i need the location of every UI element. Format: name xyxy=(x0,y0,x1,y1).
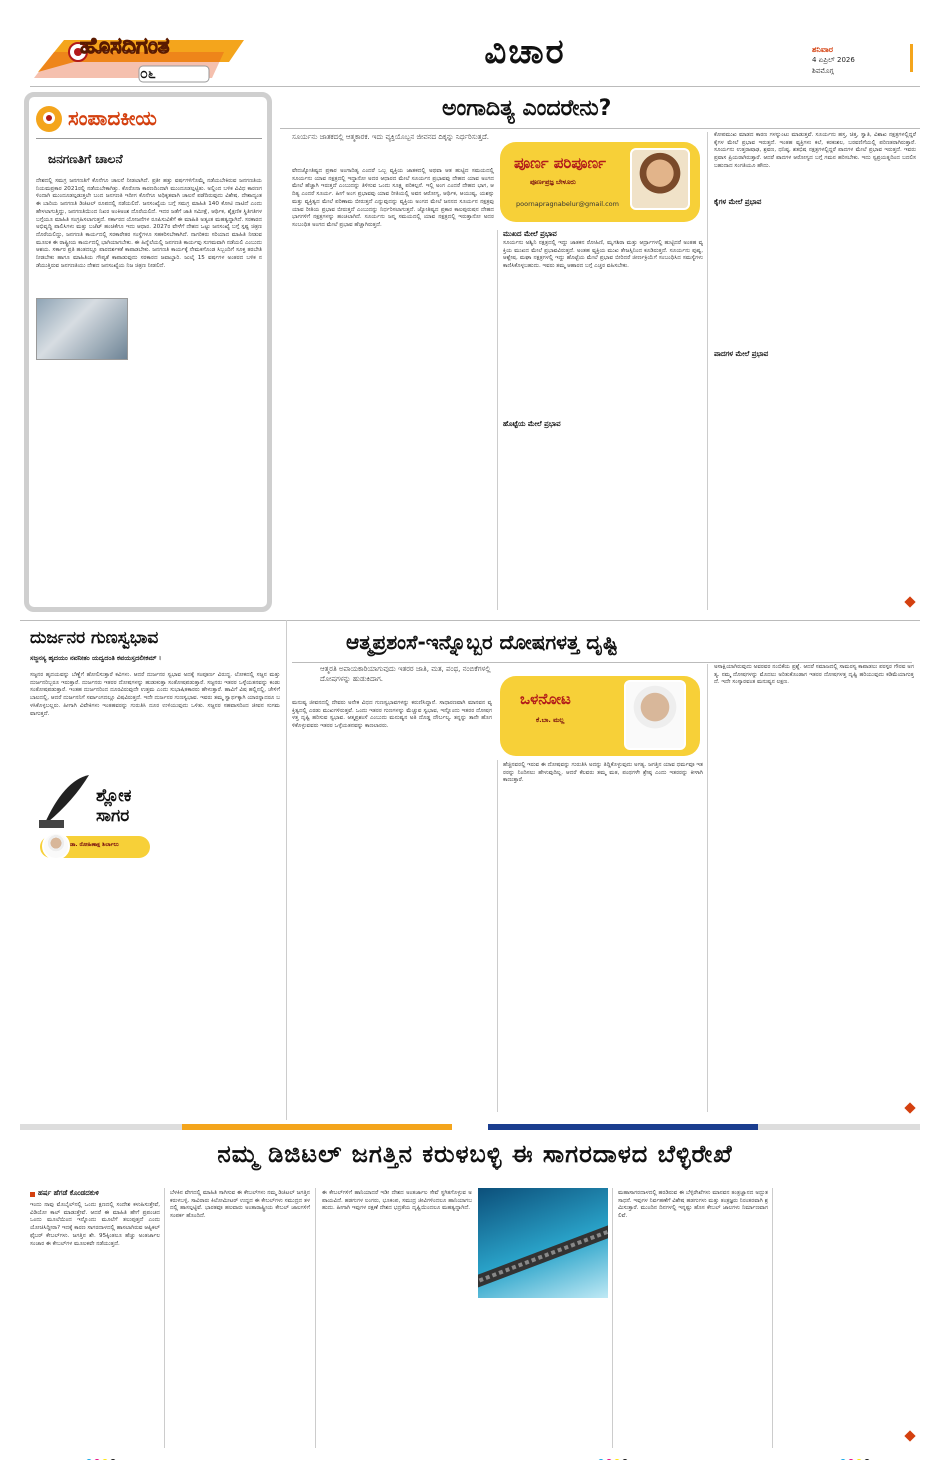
article1-author-photo xyxy=(630,148,690,210)
article2-author: ಡಾ. ರೋಹಿಣಾಕ್ಷ ಶಿರ್ಲಾಲು xyxy=(70,842,119,848)
article1-subhead-stomach: ಹೊಟ್ಟೆಯ ಮೇಲೆ ಪ್ರಭಾವ xyxy=(503,420,561,428)
article1-email: poornapragnabelur@gmail.com xyxy=(516,200,619,208)
article4-body4: ಮಹಾಸಾಗರದಾಳದಲ್ಲಿ ಹರಡಿರುವ ಈ ಬೆಳ್ಳಿರೇಖೆಗಳು ಮಾನವನ ತಂತ್ರಜ್ಞಾನದ ಅದ್ಭುತ ಸಾಧನೆ. ಇವುಗಳ ನಿರ್ವಹಣೆಗೆ ವಿಶೇಷ ಹಡಗುಗಳು ಮತ್ತು ತಂತ್ರಜ್ಞರು ನಿರಂತರವಾಗಿ ಶ್ರಮಿಸುತ್ತಾರೆ. ಮುಂದಿನ ದಿನಗಳಲ್ಲಿ ಇನ್ನಷ್ಟು ಹೊಸ ಕೇಬಲ್ ಜಾಲಗಳು ನಿರ್ಮಾಣವಾಗಲಿವೆ. xyxy=(618,1190,768,1220)
article4-body2: ಬೆಳಕಿನ ವೇಗದಲ್ಲಿ ಮಾಹಿತಿ ಸಾಗಿಸುವ ಈ ಕೇಬಲ್‌ಗಳು ನಮ್ಮ ಡಿಜಿಟಲ್ ಜಗತ್ತಿನ ಕರುಳಬಳ್ಳಿ. ಸಾವಿರಾರು ಕಿಲೋಮೀಟರ್ ಉದ್ದದ ಈ ಕೇಬಲ್‌ಗಳು ಸಮುದ್ರದ ತಳದಲ್ಲಿ ಹಾಸಲ್ಪಟ್ಟಿವೆ. ಭಾರತವೂ ಹಲವಾರು ಅಂತಾರಾಷ್ಟ್ರೀಯ ಕೇಬಲ್ ಜಾಲಗಳಿಗೆ ಸಂಪರ್ಕ ಹೊಂದಿದೆ. xyxy=(170,1190,310,1220)
article1-column-name: ಪೂರ್ಣ ಪರಿಪೂರ್ಣ xyxy=(514,154,606,172)
registration-marks-right xyxy=(840,1450,872,1460)
article1-col-rule-2 xyxy=(707,132,708,610)
article4-cable-photo xyxy=(478,1188,608,1298)
article1-headline: ಅಂಗಾದಿತ್ಯ ಎಂದರೇನು? xyxy=(442,96,612,121)
section-color-bar xyxy=(20,1124,920,1130)
editorial-headline: ಜನಗಣತಿಗೆ ಚಾಲನೆ xyxy=(48,152,123,166)
article3-body3: ಅಸಾಕ್ಷಿಯಾಗಿರುವುದು ಅವರವರ ನಂಬಿಕೆಯ ಪ್ರಶ್ನೆ. ಆದರೆ ಸಮಾಜದಲ್ಲಿ ಸಾಮರಸ್ಯ ಕಾಪಾಡಲು ಪರಸ್ಪರ ಗೌರವ ಅಗತ್ಯ. ನಮ್ಮ ದೋಷಗಳನ್ನು ಮೊದಲು ಅರಿತುಕೊಂಡಾಗ ಇತರರ ದೋಷಗಳತ್ತ ದೃಷ್ಟಿ ಹರಿಯುವುದು ಕಡಿಮೆಯಾಗುತ್ತದೆ. ಇದೇ ಸಂಸ್ಕಾರವಂತ ಮನುಷ್ಯನ ಲಕ್ಷಣ. xyxy=(714,664,914,686)
lower-section-rule xyxy=(20,620,920,621)
article1-standfirst: ಸೂರ್ಯನು ಜಾತಕದಲ್ಲಿ ಆತ್ಮಕಾರಕ. ಇದು ವ್ಯಕ್ತಿಯೊಬ್ಬನ ಜೀವನದ ದಿಕ್ಕನ್ನು ನಿರ್ಧರಿಸುತ್ತದೆ. xyxy=(292,133,490,141)
article2-headline: ದುರ್ಜನರ ಗುಣಸ್ವಭಾವ xyxy=(30,628,159,648)
article4-body5 xyxy=(778,1190,914,1440)
article1-subhead-feet: ಪಾದಗಳ ಮೇಲೆ ಪ್ರಭಾವ xyxy=(714,350,769,358)
editorial-label-rule xyxy=(36,138,262,139)
article3-body1: ಮನುಷ್ಯ ಜೀವನದಲ್ಲಿ ದೇವರು ಅನೇಕ ವಿಧದ ಗುಣಸ್ವಭಾವಗಳನ್ನು ಕರುಣಿಸಿದ್ದಾನೆ. ಸಾಧಾರಣವಾಗಿ ಮಾನವನ ವ್ಯಕ್ತಿತ್ವದಲ್ಲಿ ಎರಡು ಮುಖಗಳಿರುತ್ತವೆ. ಒಂದು ಇತರರ ಗುಣಗಳನ್ನು ಮೆಚ್ಚುವ ಸ್ವಭಾವ, ಇನ್ನೊಂದು ಇತರರ ದೋಷಗಳತ್ತ ದೃಷ್ಟಿ ಹರಿಸುವ ಸ್ವಭಾವ. ಆತ್ಮಪ್ರಶಂಸೆ ಎಂಬುದು ಮನುಷ್ಯನ ಅತಿ ದೊಡ್ಡ ದೌರ್ಬಲ್ಯ. ತನ್ನನ್ನು ತಾನೇ ಹೊಗಳಿಕೊಳ್ಳುವವರು ಇತರರ ಒಳ್ಳೆಯತನವನ್ನು ಕಾಣಲಾರರು. xyxy=(292,700,492,730)
article4-body3: ಈ ಕೇಬಲ್‌ಗಳಿಗೆ ಹಾನಿಯಾದರೆ ಇಡೀ ದೇಶದ ಅಂತರ್ಜಾಲ ಸೇವೆ ಸ್ಥಗಿತಗೊಳ್ಳುವ ಅಪಾಯವಿದೆ. ಹಡಗುಗಳ ಲಂಗರು, ಭೂಕಂಪ, ಸಮುದ್ರ ಜೀವಿಗಳಿಂದಲೂ ಹಾನಿಯಾಗಬಹುದು. ಹೀಗಾಗಿ ಇವುಗಳ ರಕ್ಷಣೆ ದೇಶದ ಭದ್ರತೆಯ ದೃಷ್ಟಿಯಿಂದಲೂ ಮಹತ್ವದ್ದಾಗಿದೆ. xyxy=(322,1190,472,1212)
article1-body3: ಕೋಪಮುಖ ಮಾಡದ ಕಾರಣ ಗಳನ್ನುಂಟು ಮಾಡುತ್ತವೆ. ಸೂರ್ಯನು ಹಸ್ತ, ಚಿತ್ತ, ಸ್ವಾತಿ, ವಿಶಾಖ ನಕ್ಷತ್ರಗಳಲ್ಲಿದ್ದರೆ ಕೈಗಳ ಮೇಲೆ ಪ್ರಭಾವ ಇರುತ್ತದೆ. ಇಂತಹ ವ್ಯಕ್ತಿಗಳು ಕಲೆ, ಕರಕುಶಲ, ಬರವಣಿಗೆಯಲ್ಲಿ ಪರಿಣತರಾಗಿರುತ್ತಾರೆ. ಸೂರ್ಯನು ಉತ್ತರಾಷಾಢ, ಶ್ರವಣ, ಧನಿಷ್ಠ, ಶತಭಿಷ ನಕ್ಷತ್ರಗಳಲ್ಲಿದ್ದರೆ ಪಾದಗಳ ಮೇಲೆ ಪ್ರಭಾವ ಇರುತ್ತದೆ. ಇವರು ಪ್ರವಾಸ ಪ್ರಿಯರಾಗಿರುತ್ತಾರೆ. ಆದರೆ ಪಾದಗಳ ಆರೋಗ್ಯದ ಬಗ್ಗೆ ಗಮನ ಹರಿಸಬೇಕು. ಇದು ಸ್ವಪ್ರಯತ್ನದಿಂದ ಬದಲಿಸಬಹುದಾದ ಸಂಗತಿಯೂ ಹೌದು. xyxy=(714,132,916,169)
article3-column-name: ಒಳನೋಟ xyxy=(520,690,571,708)
article3-head-rule xyxy=(292,662,912,663)
article1-col-rule-1 xyxy=(497,230,498,610)
article4-col-rule-4 xyxy=(772,1188,773,1448)
article4-author: ಹರ್ಷ ಹೆಗಡೆ ಕೊಂಡದಕುಳಿ xyxy=(38,1189,99,1197)
article4-col-rule-1 xyxy=(164,1188,165,1448)
masthead-accent-bar xyxy=(910,44,913,72)
article1-author: ಪೂರ್ಣಪ್ರಜ್ಞ ಬೇಳೂರು xyxy=(530,178,576,186)
article3-standfirst: ಆತ್ಮರತಿ ಅಪಾಯಕಾರಿಯಾಗುವುದು ಇತರರ ಜಾತಿ, ಮತ, ಪಂಥ, ನಂಬಿಕೆಗಳಲ್ಲಿ ದೋಷಗಳನ್ನು ಹುಡುಕಿದಾಗ. xyxy=(320,665,491,683)
editorial-label: ಸಂಪಾದಕೀಯ xyxy=(68,106,157,130)
article4-headline: ನಮ್ಮ ಡಿಜಿಟಲ್ ಜಗತ್ತಿನ ಕರುಳಬಳ್ಳಿ ಈ ಸಾಗರದಾಳದ ಬೆಳ್ಳಿರೇಖೆ xyxy=(217,1140,733,1168)
article4-author-marker xyxy=(30,1192,35,1197)
article3-author-photo xyxy=(624,680,686,750)
article4-col-rule-2 xyxy=(315,1188,316,1448)
registration-marks-left xyxy=(86,1450,118,1460)
day-label: ಶನಿವಾರ xyxy=(812,45,834,54)
article2-col-rule xyxy=(286,620,287,1120)
masthead-divider xyxy=(30,86,920,87)
article3-body2: ಹೆಚ್ಚಿನವರಲ್ಲಿ ಇರುವ ಈ ದೋಷವನ್ನು ಗುರುತಿಸಿ ಅದನ್ನು ತಿದ್ದಿಕೊಳ್ಳುವುದು ಅಗತ್ಯ. ಜಗತ್ತಿನ ಯಾವ ಧರ್ಮವೂ ಇತರರನ್ನು ನಿಂದಿಸಲು ಹೇಳುವುದಿಲ್ಲ. ಆದರೆ ಕೆಲವರು ತಮ್ಮ ಮತ, ಪಂಥಗಳೇ ಶ್ರೇಷ್ಠ ಎಂದು ಇತರರನ್ನು ಕೀಳಾಗಿ ಕಾಣುತ್ತಾರೆ. xyxy=(503,762,703,784)
article2-author-photo xyxy=(42,832,70,860)
article4-body3-cont xyxy=(478,1302,608,1448)
date-label: 4 ಏಪ್ರಿಲ್ 2026 xyxy=(812,56,855,64)
article1-subhead-hands: ಕೈಗಳ ಮೇಲೆ ಪ್ರಭಾವ xyxy=(714,198,762,206)
article2-quote: ಸಜ್ಜನಸ್ಯ ಹೃದಯಂ ನವನೀತಂ ಯದ್ವದಂತಿ ಕವಯಸ್ತದಲೀಕಮ್ । xyxy=(30,654,162,662)
article3-headline: ಆತ್ಮಪ್ರಶಂಸೆ-ಇನ್ನೊಬ್ಬರ ದೋಷಗಳತ್ತ ದೃಷ್ಟಿ xyxy=(346,630,618,654)
article2-column-name: ಶ್ಲೋಕ ಸಾಗರ xyxy=(96,786,132,826)
page-number: ೦೬ xyxy=(140,66,156,82)
logo-text: ಹೊಸದಿಗಂತ xyxy=(80,34,170,59)
article2-body: ಸಜ್ಜನರ ಹೃದಯವನ್ನು ಬೆಣ್ಣೆಗೆ ಹೋಲಿಸುತ್ತಾರೆ ಕವಿಗಳು. ಆದರೆ ದುರ್ಜನರ ಸ್ವಭಾವ ಅದಕ್ಕೆ ಸಂಪೂರ್ಣ ವಿರುದ್ಧ. ಲೋಕದಲ್ಲಿ ಸಜ್ಜನ ಮತ್ತು ದುರ್ಜನರಿಬ್ಬರೂ ಇರುತ್ತಾರೆ. ದುರ್ಜನರು ಇತರರ ದೋಷಗಳನ್ನು ಹುಡುಕುತ್ತಾ ಸಂತೋಷಪಡುತ್ತಾರೆ. ಸಜ್ಜನರು ಇತರರ ಒಳ್ಳೆಯತನವನ್ನು ಕಂಡು ಸಂತೋಷಪಡುತ್ತಾರೆ. ಇಂತಹ ದುರ್ಜನರಿಂದ ದೂರವಿರುವುದೇ ಉತ್ತಮ ಎಂದು ಸುಭಾಷಿತಕಾರರು ಹೇಳುತ್ತಾರೆ. ಹಾವಿಗೆ ವಿಷ ಹಲ್ಲಿನಲ್ಲಿ, ಚೇಳಿಗೆ ಬಾಲದಲ್ಲಿ, ಆದರೆ ದುರ್ಜನನಿಗೆ ಸರ್ವಾಂಗದಲ್ಲೂ ವಿಷವಿರುತ್ತದೆ. ಇದೇ ದುರ್ಜನರ ಗುಣಸ್ವಭಾವ. ಇವರು ತಮ್ಮ ಸ್ವಾರ್ಥಕ್ಕಾಗಿ ಯಾರನ್ನಾದರೂ ಬಳಸಿಕೊಳ್ಳಬಲ್ಲರು. ಹೀಗಾಗಿ ವಿವೇಕಿಗಳು ಇಂತಹವರನ್ನು ಗುರುತಿಸಿ ದೂರ ಉಳಿಯುವುದು ಒಳಿತು. ಸಜ್ಜನರ ಸಹವಾಸದಿಂದ ಜೀವನ ಸುಗಮವಾಗುತ್ತದೆ. xyxy=(30,672,280,717)
section-title: ವಿಚಾರ xyxy=(484,32,566,72)
article4-body1: ಇಂದು ನಾವು ಮೊಬೈಲ್‌ನಲ್ಲಿ ಒಂದು ಕ್ಷಣದಲ್ಲಿ ಸಂದೇಶ ಕಳುಹಿಸುತ್ತೇವೆ, ವಿಡಿಯೋ ಕಾಲ್ ಮಾಡುತ್ತೇವೆ. ಆದರೆ ಈ ಮಾಹಿತಿ ಹೇಗೆ ಪ್ರಪಂಚದ ಒಂದು ಮೂಲೆಯಿಂದ ಇನ್ನೊಂದು ಮೂಲೆಗೆ ತಲುಪುತ್ತದೆ ಎಂದು ಯೋಚಿಸಿದ್ದೀರಾ? ಇದಕ್ಕೆ ಕಾರಣ ಸಾಗರದಾಳದಲ್ಲಿ ಹಾಸಲಾಗಿರುವ ಆಪ್ಟಿಕಲ್ ಫೈಬರ್ ಕೇಬಲ್‌ಗಳು. ಜಗತ್ತಿನ ಶೇ. 95ಕ್ಕಿಂತಲೂ ಹೆಚ್ಚು ಅಂತರ್ಜಾಲ ಸಂಚಾರ ಈ ಕೇಬಲ್‌ಗಳ ಮೂಲಕವೇ ನಡೆಯುತ್ತದೆ. xyxy=(30,1202,160,1247)
masthead-date-block xyxy=(812,44,855,77)
undersea-cable-icon xyxy=(478,1188,608,1298)
article1-subhead-face: ಮುಖದ ಮೇಲೆ ಪ್ರಭಾವ xyxy=(503,230,557,238)
article1-body1: ವೇದಜ್ಯೋತಿಷ್ಯದ ಪ್ರಕಾರ ಅಂಗಾದಿತ್ಯ ಎಂದರೆ ಒಬ್ಬ ವ್ಯಕ್ತಿಯ ಜಾತಕದಲ್ಲಿ ಅಥವಾ ಆತ ಹುಟ್ಟಿದ ಸಮಯದಲ್ಲಿ ಸೂರ್ಯನು ಯಾವ ನಕ್ಷತ್ರದಲ್ಲಿ ಇದ್ದಾನೋ ಅದರ ಆಧಾರದ ಮೇಲೆ ಸೂರ್ಯನ ಪ್ರಭಾವವು ದೇಹದ ಯಾವ ಅಂಗದ ಮೇಲೆ ಹೆಚ್ಚಾಗಿ ಇರುತ್ತದೆ ಎಂಬುದನ್ನು ತಿಳಿಸುವ ಒಂದು ಸೂಕ್ಷ್ಮ ಪರಿಕಲ್ಪನೆ. ಇಲ್ಲಿ ಅಂಗ ಎಂದರೆ ದೇಹದ ಭಾಗ, ಆದಿತ್ಯ ಎಂದರೆ ಸೂರ್ಯ. ಹೀಗೆ ಅಂಗ ಪ್ರಭಾವವು ಯಾವ ರೀತಿಯಲ್ಲಿ ಅವನ ಆರೋಗ್ಯ, ಆರ್ಥಿಕ, ಆಯುಷ್ಯ, ಯಶಸ್ಸು ಮತ್ತು ವ್ಯಕ್ತಿತ್ವದ ಮೇಲೆ ಪರಿಣಾಮ ಬೀರುತ್ತದೆ ಎನ್ನುವುದನ್ನು ವ್ಯಕ್ತಿಯ ಅಂಗದ ಮೇಲೆ ಜನನದ ಸೂರ್ಯನ ನಕ್ಷತ್ರವು ಯಾವ ರೀತಿಯ ಪ್ರಭಾವ ಬೀರುತ್ತದೆ ಎಂಬುದನ್ನು ನಿರ್ಧರಿಸಲಾಗುತ್ತದೆ. ಜ್ಯೋತಿಷ್ಯದ ಪ್ರಕಾರ ಕಾಲಪುರುಷನ ದೇಹದ ಭಾಗಗಳಿಗೆ ನಕ್ಷತ್ರಗಳನ್ನು ಹಂಚಲಾಗಿದೆ. ಸೂರ್ಯನು ಜನ್ಮ ಸಮಯದಲ್ಲಿ ಯಾವ ನಕ್ಷತ್ರದಲ್ಲಿ ಇರುತ್ತಾನೋ ಅದರ ಸಂಬಂಧಿತ ಅಂಗದ ಮೇಲೆ ಪ್ರಭಾವ ಹೆಚ್ಚಾಗಿರುತ್ತದೆ. xyxy=(292,168,494,228)
editorial-logo-icon xyxy=(34,104,64,134)
quill-icon xyxy=(34,770,94,830)
registration-marks-center xyxy=(598,1450,630,1460)
article3-col-rule-2 xyxy=(707,664,708,1112)
editorial-body: ದೇಶದಲ್ಲಿ ಸಮಗ್ರ ಜನಗಣತಿಗೆ ಕೊನೆಗೂ ಚಾಲನೆ ನೀಡಲಾಗಿದೆ. ಪ್ರತೀ ಹತ್ತು ವರ್ಷಗಳಿಗೊಮ್ಮೆ ನಡೆಯಬೇಕಿರುವ ಜನಗಣತಿಯ ನಿಯಮಪ್ರಕಾರ 2021ರಲ್ಲಿ ನಡೆಯಬೇಕಾಗಿತ್ತು. ಕೊರೊನಾ ಕಾರಣದಿಂದಾಗಿ ಮುಂದೂಡಲ್ಪಟ್ಟಿತು. ಅಲ್ಲಿಂದ ಬಳಿಕ ವಿವಿಧ ಕಾರಣಗಳಿಂದಾಗಿ ಮುಂದೂಡಲ್ಪಡುತ್ತಲೇ ಬಂದ ಜನಗಣತಿ ಇದೀಗ ಕೊನೆಗೂ ಅಧಿಕೃತವಾಗಿ ಚಾಲನೆ ಪಡೆದಿರುವುದು ವಿಶೇಷ. ದೇಶಾದ್ಯಂತ ಈ ಬಾರಿಯ ಜನಗಣತಿ ಡಿಜಿಟಲ್ ರೂಪದಲ್ಲಿ ನಡೆಯಲಿದೆ. ಜನಸಂಖ್ಯೆಯ ಬಗ್ಗೆ ಸಮಗ್ರ ಮಾಹಿತಿ 140 ಕೋಟಿ ದಾಟಿದೆ ಎಂದು ಹೇಳಲಾಗುತ್ತಿದ್ದು, ಜನಗಣತಿಯಿಂದ ನಿಖರ ಅಂಕಿಅಂಶ ದೊರೆಯಲಿದೆ. ಇದರ ಜತೆಗೆ ಜಾತಿ ಸಮೀಕ್ಷೆ, ಆರ್ಥಿಕ, ಶೈಕ್ಷಣಿಕ ಸ್ಥಿತಿಗತಿಗಳ ಬಗ್ಗೆಯೂ ಮಾಹಿತಿ ಸಂಗ್ರಹಿಸಲಾಗುತ್ತದೆ. ಸರ್ಕಾರದ ಯೋಜನೆಗಳ ರೂಪಿಸುವಿಕೆಗೆ ಈ ಮಾಹಿತಿ ಅತ್ಯಂತ ಮಹತ್ವದ್ದಾಗಿದೆ. ಸರಕಾರದ ಅಭಿವೃದ್ಧಿ ಪಾಲಿಸಿಗಳು ಮತ್ತು ಬಜೆಟ್ ಹಂಚಿಕೆಗೂ ಇದು ಆಧಾರ. 2027ರ ವೇಳೆಗೆ ದೇಶದ ಒಟ್ಟು ಜನಸಂಖ್ಯೆ ಬಗ್ಗೆ ಸ್ಪಷ್ಟ ಚಿತ್ರಣ ದೊರೆಯಲಿದ್ದು, ಜನಗಣತಿ ಕಾರ್ಯದಲ್ಲಿ ಸರಕಾರೇತರ ಸಂಸ್ಥೆಗಳೂ ಸಹಕರಿಸಬೇಕಾಗಿದೆ. ನಾಗರಿಕರು ಸರಿಯಾದ ಮಾಹಿತಿ ನೀಡುವ ಮೂಲಕ ಈ ರಾಷ್ಟ್ರೀಯ ಕಾರ್ಯದಲ್ಲಿ ಭಾಗಿಯಾಗಬೇಕು. ಈ ಹಿನ್ನೆಲೆಯಲ್ಲಿ ಜನಗಣತಿ ಕಾರ್ಯವು ಸುಗಮವಾಗಿ ನಡೆಯಲಿ ಎಂಬುದು ಆಶಯ. ಸರ್ಕಾರ ಪ್ರತಿ ಹಂತದಲ್ಲೂ ಪಾರದರ್ಶಕತೆ ಕಾಪಾಡಬೇಕು. ಜನಗಣತಿ ಕಾರ್ಯಕ್ಕೆ ನೇಮಕಗೊಂಡ ಸಿಬ್ಬಂದಿಗೆ ಸೂಕ್ತ ತರಬೇತಿ ನೀಡಬೇಕು ಹಾಗೂ ಮಾಹಿತಿಯ ಗೌಪ್ಯತೆ ಕಾಪಾಡುವುದು ಸರಕಾರದ ಜವಾಬ್ದಾರಿ. ಜುಲೈ 15 ವರ್ಷಗಳ ಅಂತರದ ಬಳಿಕ ನಡೆಯುತ್ತಿರುವ ಜನಗಣತಿಯು ದೇಶದ ಜನಸಂಖ್ಯೆಯ ನಿಜ ಚಿತ್ರಣ ನೀಡಲಿದೆ. xyxy=(36,178,262,269)
article3-author: ಕೆ.ಬಾ. ಮಲ್ಲ xyxy=(536,716,565,724)
article1-head-rule xyxy=(280,128,920,129)
article3-col-rule-1 xyxy=(497,760,498,1112)
city-label: ಶಿವಮೊಗ್ಗ xyxy=(812,67,834,75)
article4-col-rule-3 xyxy=(612,1188,613,1448)
article1-body2: ಸೂರ್ಯನು ಅಶ್ವಿನಿ ನಕ್ಷತ್ರದಲ್ಲಿ ಇದ್ದು ಜಾತಕನ ರೋಹಿಣಿ, ಮೃಗಶಿರಾ ಮತ್ತು ಆರ್ದ್ರಾಗಳಲ್ಲಿ ಹುಟ್ಟಿದರೆ ಅಂತಹ ವ್ಯಕ್ತಿಯ ಮುಖದ ಮೇಲೆ ಪ್ರಭಾವವಿರುತ್ತದೆ. ಅಂತಹ ವ್ಯಕ್ತಿಯ ಮುಖ ತೇಜಸ್ಸಿನಿಂದ ಕೂಡಿರುತ್ತದೆ. ಸೂರ್ಯನು ಪುಷ್ಯ, ಆಶ್ಲೇಷ, ಮಘಾ ನಕ್ಷತ್ರಗಳಲ್ಲಿ ಇದ್ದು ಹೊಟ್ಟೆಯ ಮೇಲೆ ಪ್ರಭಾವ ಬೀರಿದರೆ ಜೀರ್ಣಕ್ರಿಯೆಗೆ ಸಂಬಂಧಿಸಿದ ಸಮಸ್ಯೆಗಳು ಕಾಣಿಸಿಕೊಳ್ಳಬಹುದು. ಇವರು ತಮ್ಮ ಆಹಾರದ ಬಗ್ಗೆ ಎಚ್ಚರ ವಹಿಸಬೇಕು. xyxy=(503,240,703,270)
